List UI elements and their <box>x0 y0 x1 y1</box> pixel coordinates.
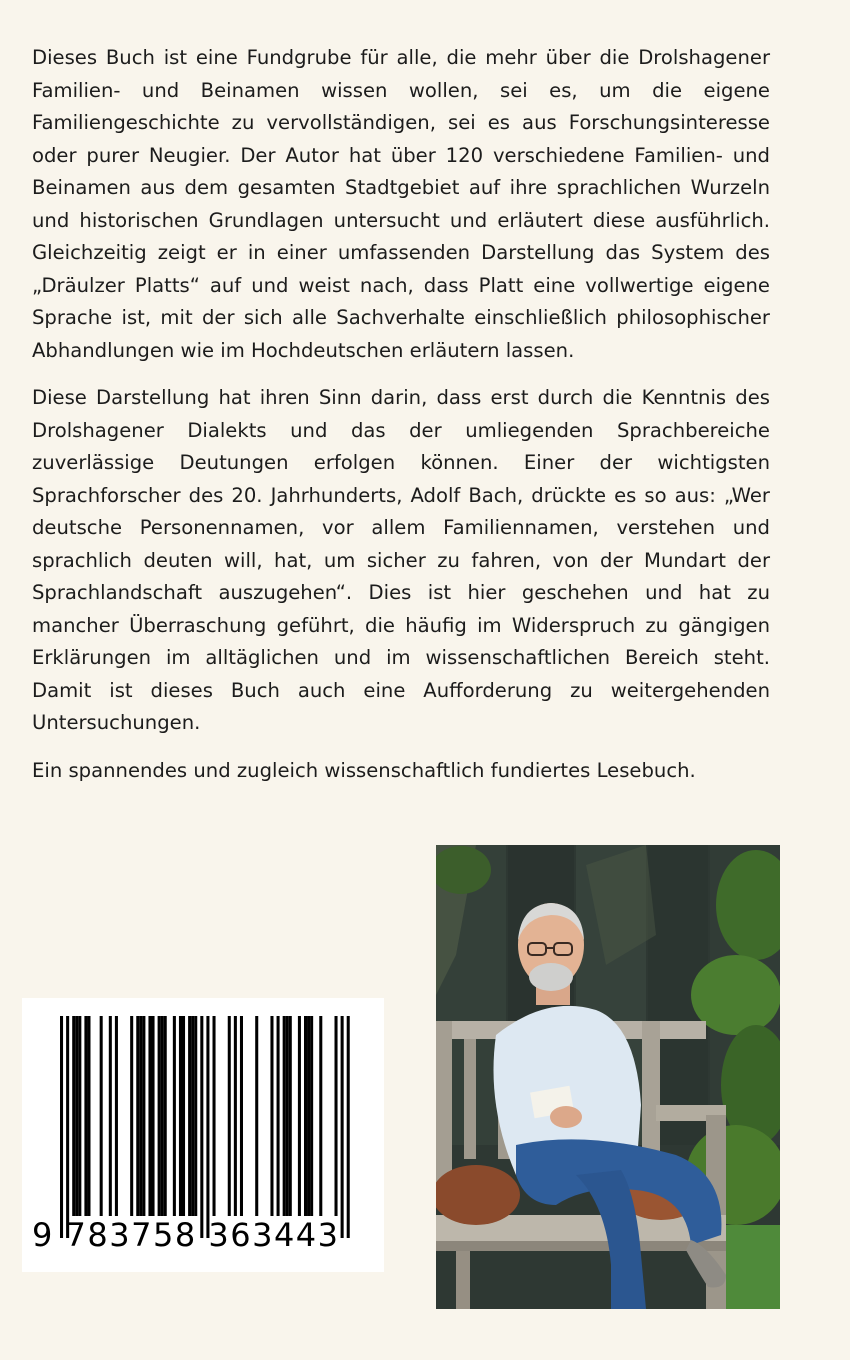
barcode-bar <box>335 1016 338 1216</box>
barcode-bar <box>60 1016 63 1238</box>
barcode-bar <box>283 1016 286 1216</box>
barcode-bar <box>87 1016 90 1216</box>
barcode-bar <box>255 1016 258 1216</box>
barcode-bar <box>164 1016 167 1216</box>
barcode-bar <box>234 1016 237 1216</box>
back-cover-text <box>32 42 770 802</box>
barcode-bar <box>194 1016 197 1216</box>
barcode-bar <box>304 1016 307 1216</box>
barcode-bar <box>191 1016 194 1216</box>
barcode-bar <box>84 1016 87 1216</box>
barcode-bar <box>72 1016 75 1216</box>
barcode-bar <box>200 1016 203 1238</box>
barcode-bar <box>100 1016 103 1216</box>
barcode-bar <box>179 1016 182 1216</box>
author-photo <box>436 845 780 1309</box>
barcode-bar <box>161 1016 164 1216</box>
barcode-bar <box>115 1016 118 1216</box>
barcode-bar <box>173 1016 176 1216</box>
paragraph-intro: Dieses Buch ist eine Fundgrube für alle, die mehr über die Drolshagener Familien- und Beinamen wissen wollen, sei es, um die eigene Familiengeschichte zu vervollständigen, sei es aus Forschungsinteresse oder purer Neugier. Der Autor hat über 120 verschiedene Familien- und Beinamen aus dem gesamten Stadtgebiet auf ihre sprachlichen Wurzeln und historischen Grundlagen untersucht und erläutert diese ausführlich. Gleichzeitig zeigt er in einer umfassenden Darstellung das System des „Dräulzer Platts“ auf und weist nach, dass Platt eine vollwertige eigene Sprache ist, mit der sich alle Sachverhalte einschließlich philosophischer Abhandlungen wie im Hochdeutschen erläutern lassen. <box>32 46 770 362</box>
barcode-bar <box>206 1016 209 1238</box>
barcode-bar <box>158 1016 161 1216</box>
barcode-bar <box>75 1016 78 1216</box>
barcode-bar <box>341 1016 344 1238</box>
barcode-bar <box>286 1016 289 1216</box>
barcode-bar <box>142 1016 145 1216</box>
barcode-bar <box>109 1016 112 1216</box>
barcode-bar <box>188 1016 191 1216</box>
barcode-bar <box>240 1016 243 1216</box>
barcode-bar <box>139 1016 142 1216</box>
barcode-bar <box>310 1016 313 1216</box>
barcode-bar <box>213 1016 216 1216</box>
barcode-bar <box>148 1016 151 1216</box>
barcode-bar <box>319 1016 322 1216</box>
barcode-bar <box>228 1016 231 1216</box>
barcode-bar <box>66 1016 69 1238</box>
barcode-bar <box>277 1016 280 1216</box>
barcode-bar <box>78 1016 81 1216</box>
barcode-bar <box>270 1016 273 1216</box>
barcode-bar <box>130 1016 133 1216</box>
barcode-bar <box>307 1016 310 1216</box>
isbn-barcode <box>22 998 384 1272</box>
isbn-number: 9 783758 363443 <box>32 1216 340 1254</box>
paragraph-closing: Ein spannendes und zugleich wissenschaftlich fundiertes Lesebuch. <box>32 758 696 782</box>
barcode-bar <box>347 1016 350 1238</box>
paragraph-dialect: Diese Darstellung hat ihren Sinn darin, dass erst durch die Kenntnis des Drolshagener Dialekts und das der umliegenden Sprachbereiche zuverlässige Deutungen erfolgen können. Einer der wichtigsten Sprachforscher des 20. Jahrhunderts, Adolf Bach, drückte es so aus: „Wer deutsche Personennamen, vor allem Familiennamen, verstehen und sprachlich deuten will, hat, um sicher zu fahren, von der Mundart der Sprachlandschaft auszugehen“. Dies ist hier geschehen und hat zu mancher Überraschung geführt, die häufig im Widerspruch zu gängigen Erklärungen im alltäglichen und im wissenschaftlichen Bereich steht. Damit ist dieses Buch auch eine Aufforderung zu weitergehenden Untersuchungen. <box>32 386 770 734</box>
barcode-bar <box>152 1016 155 1216</box>
barcode-bar <box>182 1016 185 1216</box>
barcode-bar <box>298 1016 301 1216</box>
barcode-bar <box>136 1016 139 1216</box>
author-photo-illustration <box>436 845 780 1309</box>
barcode-bar <box>289 1016 292 1216</box>
